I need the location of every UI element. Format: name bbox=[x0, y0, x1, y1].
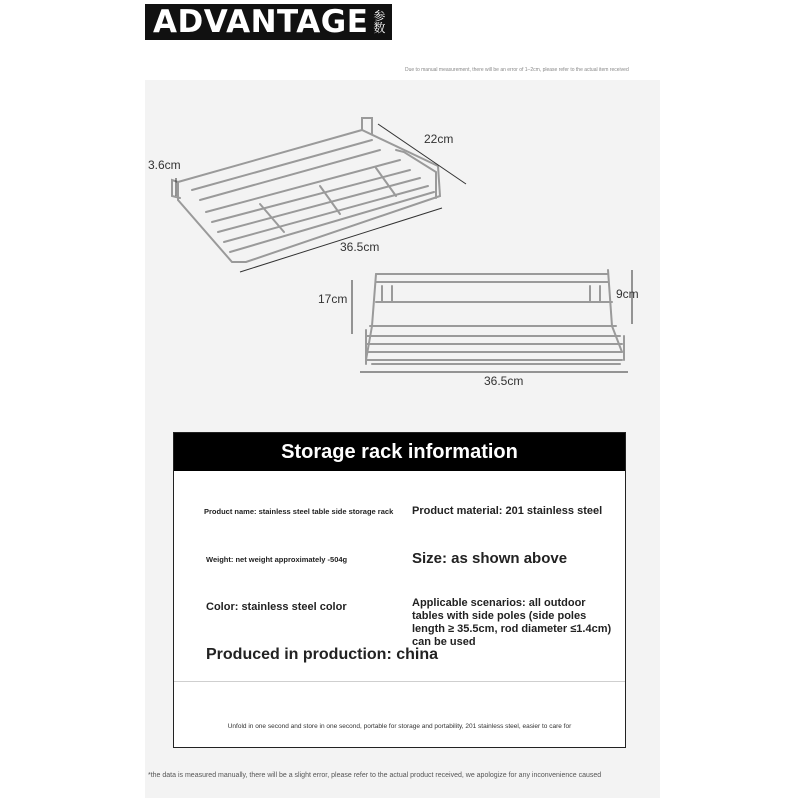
product-name: Product name: stainless steel table side storage rack bbox=[204, 507, 394, 516]
production-origin: Produced in production: china bbox=[206, 646, 438, 663]
info-heading: Storage rack information bbox=[174, 433, 625, 471]
product-size: Size: as shown above bbox=[412, 550, 568, 567]
product-weight: Weight: net weight approximately -504g bbox=[206, 555, 348, 564]
title-banner bbox=[145, 4, 392, 40]
page-title: ADVANTAGE bbox=[153, 4, 369, 40]
dimension-front-length-label: 36.5cm bbox=[484, 374, 524, 388]
dimension-length-label: 36.5cm bbox=[340, 240, 380, 254]
disclaimer-note: *the data is measured manually, there will be a slight error, please refer to the actual product received, we apologize for any inconvenience caused bbox=[148, 772, 602, 779]
dimension-rail-height-label: 9cm bbox=[616, 287, 639, 301]
page-title-cjk: 参数 bbox=[373, 9, 386, 35]
dimension-total-height-label: 17cm bbox=[318, 292, 348, 306]
applicable-scenarios: Applicable scenarios: all outdoor tables with side poles (side poles length ≥ 35.5cm, rod diameter ≤1.4cm) can be used bbox=[412, 597, 612, 648]
product-color: Color: stainless steel color bbox=[206, 601, 347, 613]
dimension-depth-label: 22cm bbox=[424, 132, 454, 146]
storage-rack-info-table bbox=[173, 432, 626, 748]
measurement-note: Due to manual measurement, there will be an error of 1–2cm, please refer to the actual item received bbox=[405, 67, 629, 73]
product-material: Product material: 201 stainless steel bbox=[412, 505, 603, 517]
info-divider bbox=[174, 681, 625, 682]
info-footer: Unfold in one second and store in one second, portable for storage and portability, 201 stainless steel, easier to care for bbox=[227, 723, 572, 730]
dimension-height-label: 3.6cm bbox=[148, 158, 181, 172]
